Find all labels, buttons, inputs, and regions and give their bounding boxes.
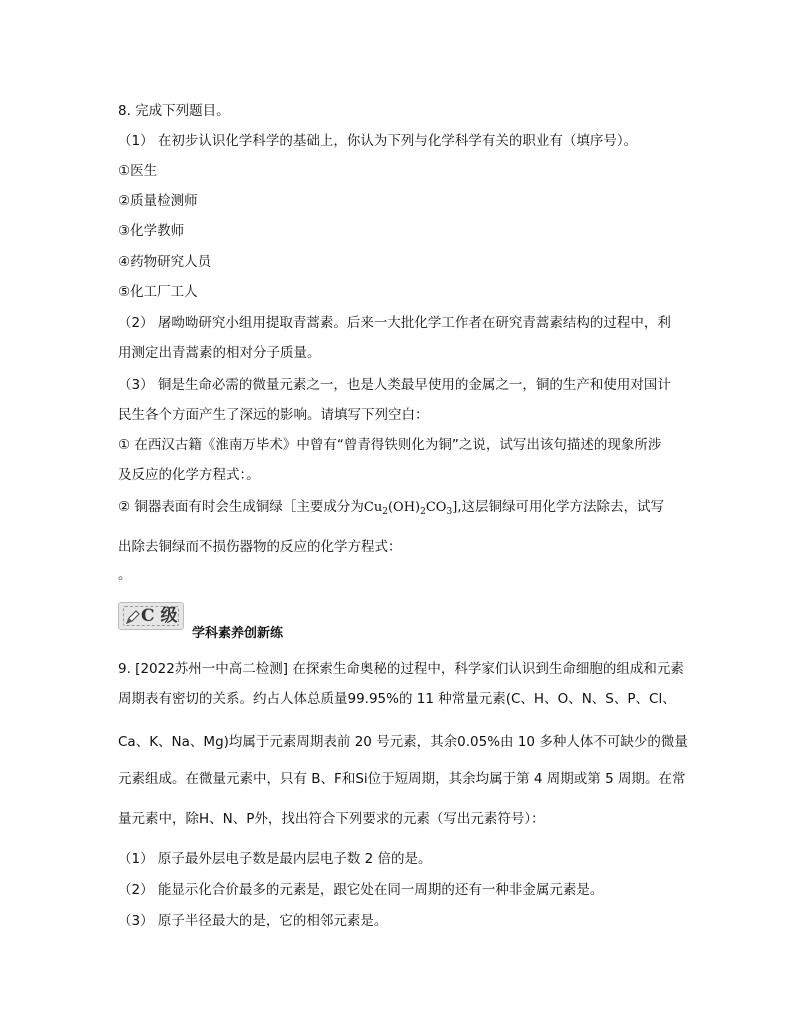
q8-option-3: ③化学教师 [118,223,185,239]
q8-sub2-suffix: ,这层铜绿可用化学方法除去，试写 [457,499,665,515]
q9-line2: 周期表有密切的关系。约占人体总质量99.95%的 11 种常量元素(C、H、O、N、S、P、Cl、 [118,691,676,707]
q8-sub1-line2: 及反应的化学方程式：。 [118,467,260,483]
q9-line4: 元素组成。在微量元素中，只有 B、F和Si位于短周期，其余均属于第 4 周期或第 5 周期。在常 [118,771,686,787]
q8-sub2-line1 [118,498,664,521]
grade-label: C 级 [141,606,178,626]
q9-part3: （3） 原子半径最大的是，它的相邻元素是。 [118,913,388,929]
q9-line5: 量元素中，除H、N、P外，找出符合下列要求的元素（写出元素符号）： [118,811,545,827]
q8-option-1: ①医生 [118,163,158,179]
section-title: 学科素养创新练 [192,626,284,641]
q8-option-4: ④药物研究人员 [118,254,212,270]
q8-part2-line2: 用测定出青蒿素的相对分子质量。 [118,345,321,361]
q8-sub2-line2: 出除去铜绿而不损伤器物的反应的化学方程式： [118,539,402,555]
q8-part2-line1: （2） 屠呦呦研究小组用提取青蒿素。后来一大批化学工作者在研究青蒿素结构的过程中，利 [118,315,671,331]
q9-part2: （2） 能显示化合价最多的元素是，跟它处在同一周期的还有一种非金属元素是。 [118,882,604,898]
q8-sub1-line1: ① 在西汉古籍《淮南万毕术》中曾有“曾青得铁则化为铜”之说，试写出该句描述的现象所涉 [118,437,662,453]
q8-sub2-prefix: ② 铜器表面有时会生成铜绿［主要成分为 [118,499,364,515]
grade-c-badge [118,602,184,630]
q8-option-5: ⑤化工厂工人 [118,284,198,300]
q8-part1: （1） 在初步认识化学科学的基础上，你认为下列与化学科学有关的职业有（填序号）。 [118,133,638,149]
q8-title: 8. 完成下列题目。 [118,103,230,119]
q9-line3: Ca、K、Na、Mg)均属于元素周期表前 20 号元素，其余0.05%由 10 多种人体不可缺少的微量 [118,734,688,750]
q9-part1: （1） 原子最外层电子数是最内层电子数 2 倍的是。 [118,851,432,867]
pencil-icon [125,609,141,625]
q8-option-2: ②质量检测师 [118,193,198,209]
copper-formula: $Cu_2(OH)_2CO_3$] [363,500,458,517]
q8-part3-line2: 民生各个方面产生了深远的影响。请填写下列空白： [118,407,429,423]
q9-line1: 9. [2022苏州一中高二检测] 在探索生命奥秘的过程中，科学家们认识到生命细胞的组成和元素 [118,661,684,677]
q8-sub2-line3: 。 [118,567,132,583]
q8-part3-line1: （3） 铜是生命必需的微量元素之一，也是人类最早使用的金属之一，铜的生产和使用对国计 [118,377,671,393]
